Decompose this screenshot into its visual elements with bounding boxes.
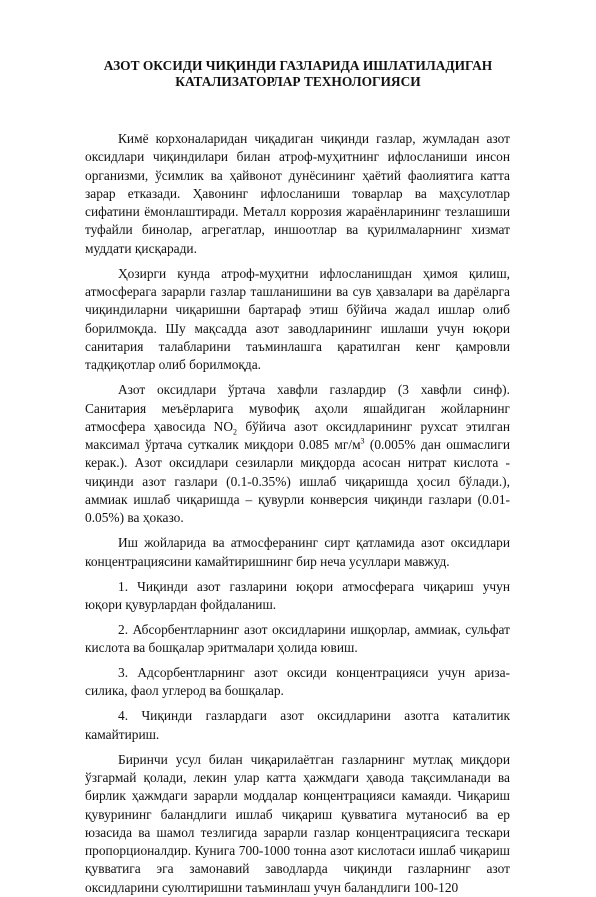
paragraph-2: Ҳозирги кунда атроф-муҳитни ифлосланишдан ҳимоя қилиш, атмосферага зарарли газлар ташланишини ва сув ҳавзалари ва дарёларга чиқиндиларни чиқаришни бартараф этиш бўйича жадал ишлар олиб борилмоқда. Шу мақсадда азот заводларининг ишлаши учун юқори санитария талабларини таъминлашга қаратилган кенг қамровли тадқиқотлар олиб борилмоқда.: [85, 265, 510, 373]
no2-subscript: 2: [233, 427, 238, 437]
paragraph-9: Биринчи усул билан чиқарилаётган газларнинг мутлақ миқдори ўзгармай қолади, лекин улар катта ҳажмдаги ҳавода тақсимланади ва бирлик ҳажмдаги зарарли моддалар концентрацияси камаяди. Чиқариш қувурининг баландлиги ишлаб чиқариш қувватига мутаносиб ва ер юзасида ва шамол тезлигида зарарли газлар концентрациясига тескари пропорционалдир. Кунига 700-1000 тонна азот кислотаси ишлаб чиқариш қувватига эга замонавий заводларда чиқинди газларнинг азот оксидларини суюлтиришни таъминлаш учун баландлиги 100-120: [85, 751, 510, 895]
title-line-1: АЗОТ ОКСИДИ ЧИҚИНДИ ГАЗЛАРИДА ИШЛАТИЛАДИГАН: [103, 58, 493, 73]
list-item-4: 4. Чиқинди газлардаги азот оксидларини азотга каталитик камайтириш.: [85, 708, 510, 742]
list-item-2: 2. Абсорбентларнинг азот оксидларини ишқорлар, аммиак, сульфат кислота ва бошқалар эритмалари ҳолида ювиш.: [85, 621, 510, 656]
document-title: [60, 58, 536, 90]
paragraph-4: Иш жойларида ва атмосферанинг сирт қатламида азот оксидлари концентрациясини камайтиришнинг бир неча усуллари мавжуд.: [85, 535, 510, 569]
title-line-2: КАТАЛИЗАТОРЛАР ТЕХНОЛОГИЯСИ: [175, 74, 421, 89]
paragraph-3-text-a: Азот оксидлари ўртача хавфли газлардир (3 хавфли синф). Санитария меъёрларига мувофиқ аҳоли яшайдиган жойларнинг атмосфера ҳавосида NO: [85, 382, 510, 434]
paragraph-3-text-b: бўйича азот оксидларининг рухсат этилган максимал ўртача суткалик миқдори 0.085 мг/м: [85, 418, 510, 453]
paragraph-1: Кимё корхоналаридан чиқадиган чиқинди газлар, жумладан азот оксидлари чиқиндилари билан атроф-муҳитнинг ифлосланиши инсон организми, ўсимлик ва ҳайвонот дунёсининг ҳаётий фаолиятига катта зарар етказади. Ҳавонинг ифлосланиши товарлар ва маҳсулотлар сифатини ёмонлаштиради. Металл коррозия жараёнларининг тезлашиши туфайли бинолар, агрегатлар, иншоотлар ва қурилмаларнинг хизмат муддати қисқаради.: [85, 131, 510, 256]
list-item-3: 3. Адсорбентларнинг азот оксиди концентрацияси учун ариза-силика, фаол углерод ва бошқалар.: [85, 665, 510, 699]
paragraph-3-text-c: (0.005% дан ошмаслиги керак.). Азот оксидлари сезиларли миқдорда асосан нитрат кислота - чиқинди азот газлари (0.1-0.35%) ишлаб чиқаришда ҳосил бўлади.), аммиак ишлаб чиқаришда – қувурли конверсия чиқинди газлари (0.01-0.05%) ва ҳоказо.: [85, 437, 510, 526]
list-item-1: 1. Чиқинди азот газларини юқори атмосферага чиқариш учун юқори қувурлардан фойдаланиш.: [85, 578, 510, 612]
document-body: [85, 130, 510, 897]
cubic-superscript: 3: [360, 436, 365, 446]
paragraph-3: [85, 381, 510, 527]
